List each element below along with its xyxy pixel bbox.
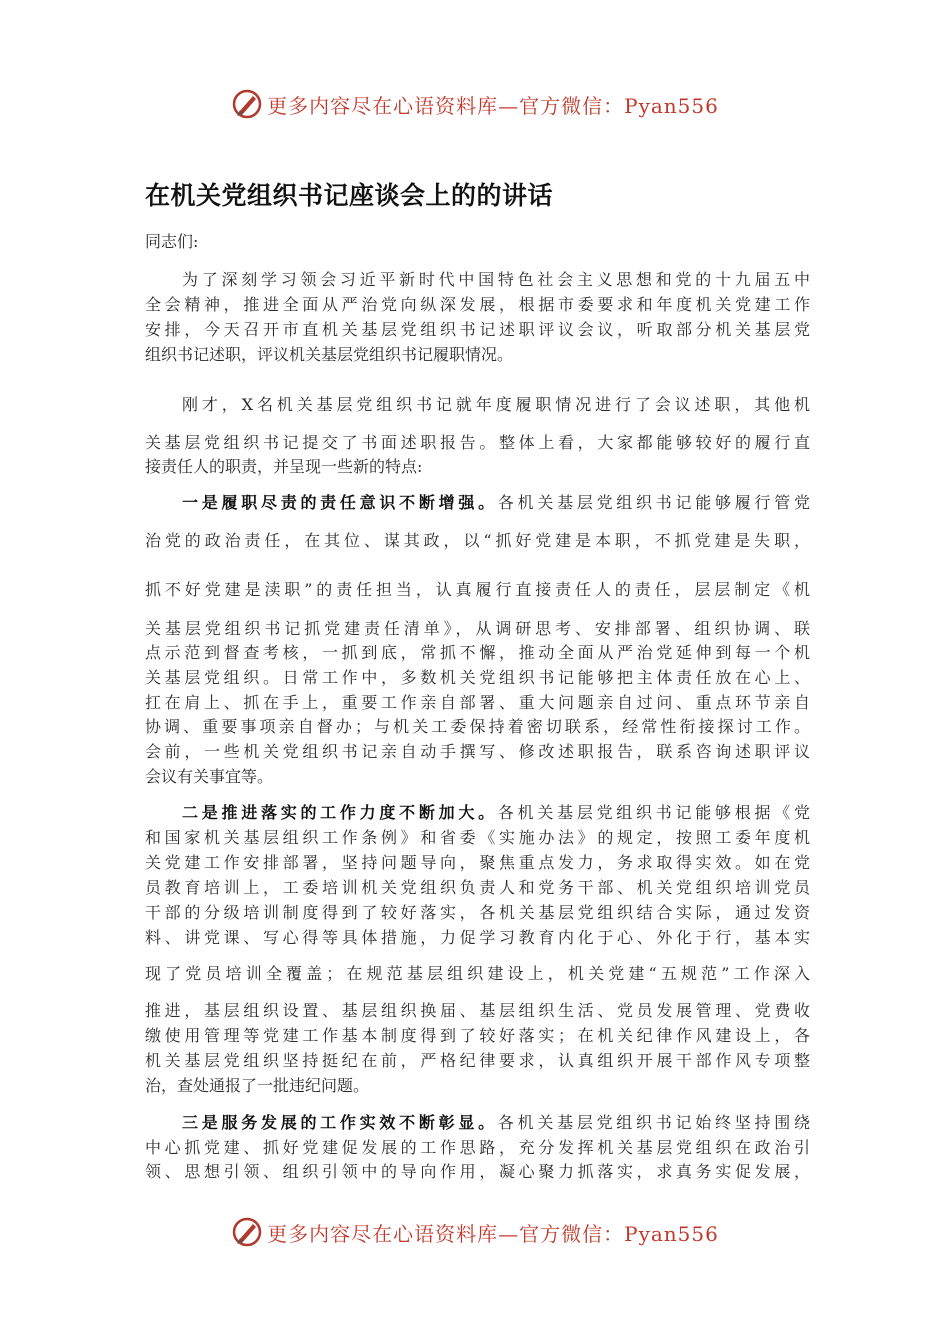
line-text: 料、讲党课、写心得等具体措施，力促学习教育内化于心、外化于行，基本实	[145, 928, 810, 947]
line-text: 会前，一些机关党组织书记亲自动手撰写、修改述职报告，联系咨询述职评议	[145, 742, 810, 761]
line-text: 治党的政治责任，在其位、谋其政，以“抓好党建是本职，不抓党建是失职，	[145, 531, 810, 550]
pen-logo-icon	[231, 88, 263, 120]
text-line	[145, 962, 810, 986]
text-line	[145, 1136, 810, 1160]
text-line	[145, 999, 810, 1023]
header-banner	[0, 82, 950, 126]
banner-text: 更多内容尽在心语资料库—官方微信：Pyan556	[267, 93, 719, 118]
line-text: 和国家机关基层组织工作条例》和省委《实施办法》的规定，按照工委年度机	[145, 828, 810, 847]
text-line	[145, 1074, 810, 1098]
line-text: 扛在肩上、抓在手上，重要工作亲自部署、重大问题亲自过问、重点环节亲自	[145, 693, 810, 712]
text-line	[145, 851, 810, 875]
banner-text: 更多内容尽在心语资料库—官方微信：Pyan556	[267, 1221, 719, 1246]
line-text: 全会精神，推进全面从严治党向纵深发展，根据市委要求和年度机关党建工作	[145, 295, 810, 314]
text-line	[145, 876, 810, 900]
text-line	[145, 431, 810, 455]
text-line	[145, 801, 810, 825]
section-heading: 一是履职尽责的责任意识不断增强。	[182, 493, 498, 512]
line-text: 推进，基层组织设置、基层组织换届、基层组织生活、党员发展管理、党费收	[145, 1001, 810, 1020]
line-text: 各机关基层党组织书记能够根据《党	[497, 803, 810, 822]
line-text: 关党建工作安排部署，坚持问题导向，聚焦重点发力，务求取得实效。如在党	[145, 853, 810, 872]
text-line	[145, 393, 810, 417]
text-line	[145, 1160, 810, 1184]
text-line	[145, 343, 810, 367]
text-line	[145, 901, 810, 925]
line-text: 机关基层党组织坚持挺纪在前，严格纪律要求，认真组织开展干部作风专项整	[145, 1051, 810, 1070]
text-line	[145, 318, 810, 342]
text-line	[145, 641, 810, 665]
line-text: 中心抓党建、抓好党建促发展的工作思路，充分发挥机关基层党组织在政治引	[145, 1138, 810, 1157]
line-text: 刚才，X名机关基层党组织书记就年度履职情况进行了会议述职，其他机	[182, 395, 810, 414]
page-title: 在机关党组织书记座谈会上的的讲话	[145, 181, 554, 210]
footer-banner	[0, 1210, 950, 1254]
line-text: 关基层党组织。日常工作中，多数机关党组织书记能够把主体责任放在心上、	[145, 668, 810, 687]
text-line	[145, 826, 810, 850]
line-text: 员教育培训上，工委培训机关党组织负责人和党务干部、机关党组织培训党员	[145, 878, 810, 897]
text-line	[145, 715, 810, 739]
text-line	[145, 617, 810, 641]
text-line	[145, 765, 810, 789]
text-line	[145, 578, 810, 602]
text-line	[145, 491, 810, 515]
section-heading: 二是推进落实的工作力度不断加大。	[182, 803, 498, 822]
text-line	[145, 691, 810, 715]
line-text: 安排，今天召开市直机关基层党组织书记述职评议会议，听取部分机关基层党	[145, 320, 810, 339]
line-text: 为了深刻学习领会习近平新时代中国特色社会主义思想和党的十九届五中	[182, 270, 810, 289]
line-text: 会议有关事宜等。	[145, 767, 274, 786]
text-line	[145, 293, 810, 317]
line-text: 关基层党组织书记提交了书面述职报告。整体上看，大家都能够较好的履行直	[145, 433, 810, 452]
text-line	[145, 268, 810, 292]
greeting: 同志们:	[145, 232, 199, 251]
line-text: 协调、重要事项亲自督办；与机关工委保持着密切联系，经常性衔接探讨工作。	[145, 717, 810, 736]
text-line	[145, 529, 810, 553]
text-line	[145, 926, 810, 950]
line-text: 各机关基层党组织书记能够履行管党	[497, 493, 810, 512]
text-line	[145, 1049, 810, 1073]
text-line	[145, 666, 810, 690]
text-line	[145, 1024, 810, 1048]
line-text: 干部的分级培训制度得到了较好落实，各机关基层党组织结合实际，通过发资	[145, 903, 810, 922]
text-line	[145, 1111, 810, 1135]
line-text: 领、思想引领、组织引领中的导向作用，凝心聚力抓落实，求真务实促发展，	[145, 1162, 810, 1181]
line-text: 抓不好党建是渎职”的责任担当，认真履行直接责任人的责任，层层制定《机	[145, 580, 810, 599]
line-text: 关基层党组织书记抓党建责任清单》，从调研思考、安排部署、组织协调、联	[145, 619, 810, 638]
line-text: 组织书记述职，评议机关基层党组织书记履职情况。	[145, 345, 514, 364]
pen-logo-icon	[231, 1216, 263, 1248]
line-text: 缴使用管理等党建工作基本制度得到了较好落实；在机关纪律作风建设上，各	[145, 1026, 810, 1045]
section-heading: 三是服务发展的工作实效不断彰显。	[182, 1113, 498, 1132]
text-line	[145, 740, 810, 764]
text-line	[145, 455, 810, 479]
line-text: 接责任人的职责，并呈现一些新的特点:	[145, 457, 423, 476]
line-text: 点示范到督查考核，一抓到底，常抓不懈，推动全面从严治党延伸到每一个机	[145, 643, 810, 662]
line-text: 各机关基层党组织书记始终坚持围绕	[497, 1113, 810, 1132]
line-text: 现了党员培训全覆盖；在规范基层组织建设上，机关党建“五规范”工作深入	[145, 964, 810, 983]
line-text: 治，查处通报了一批违纪问题。	[145, 1076, 370, 1095]
